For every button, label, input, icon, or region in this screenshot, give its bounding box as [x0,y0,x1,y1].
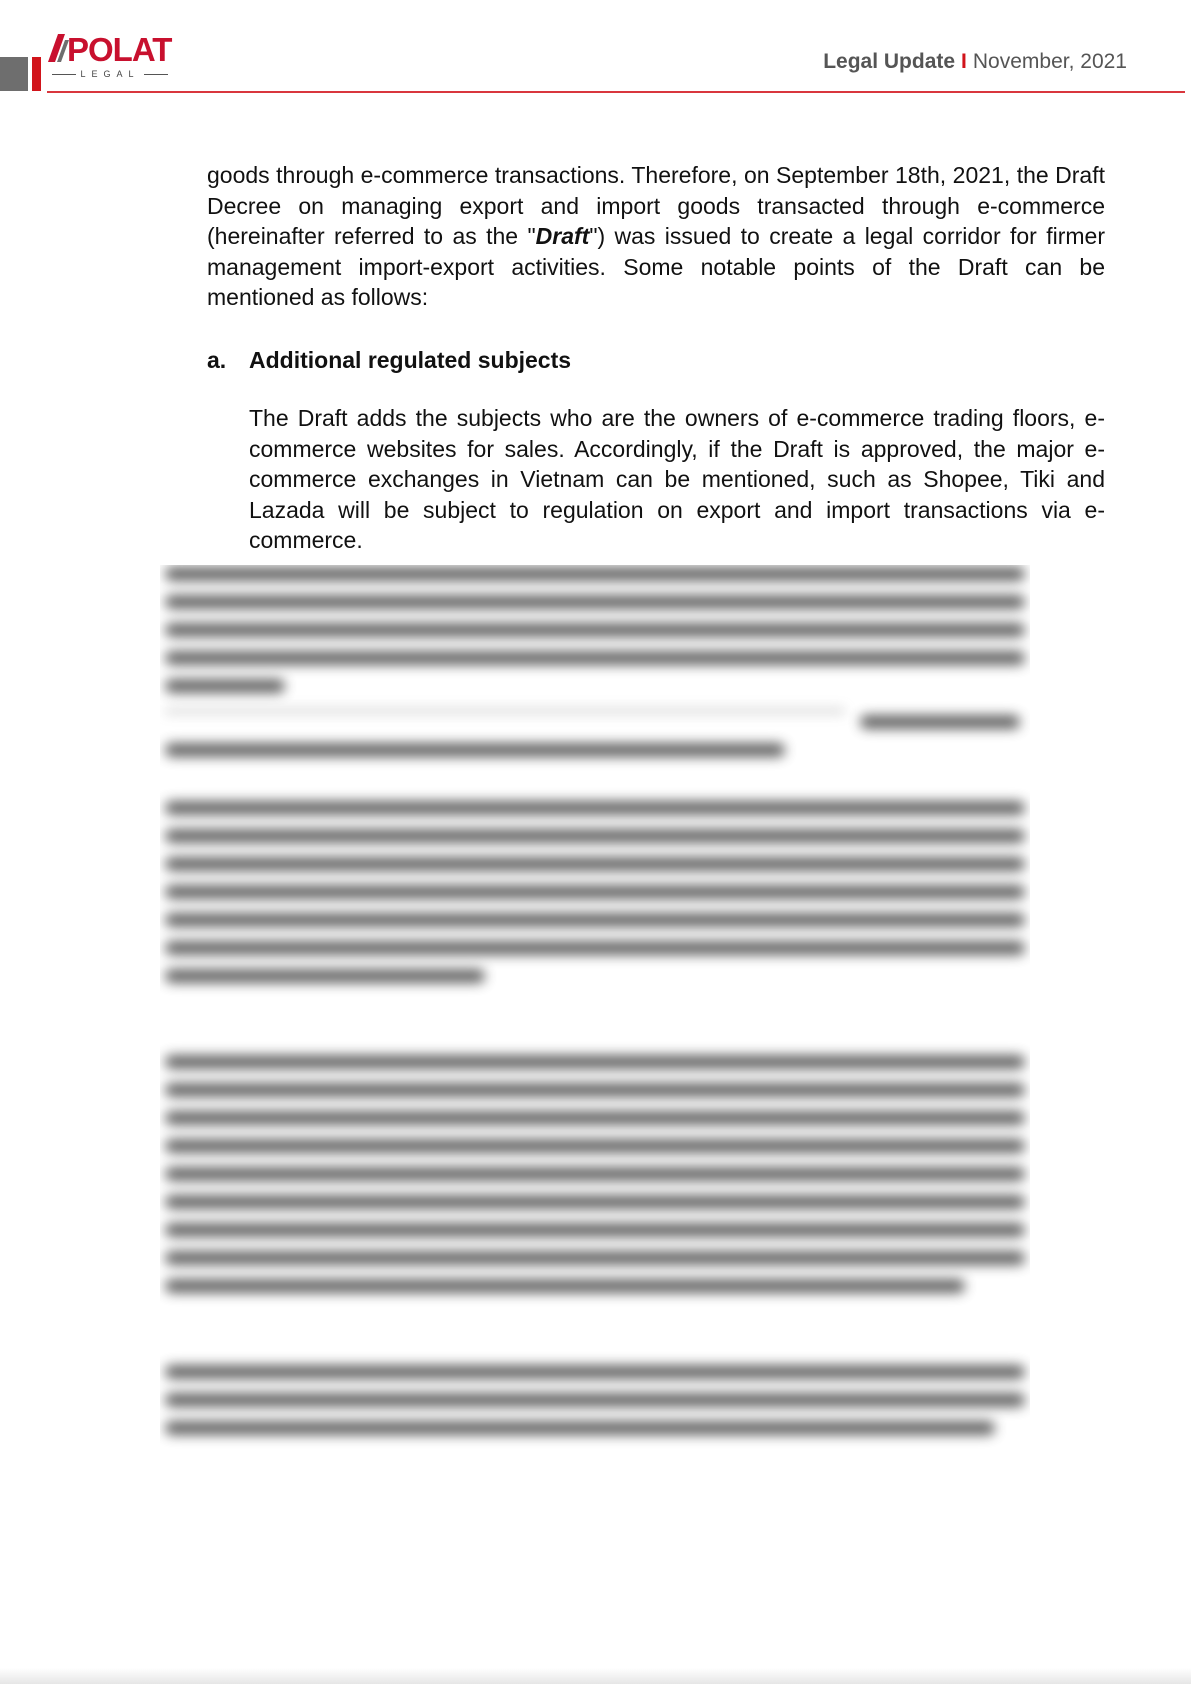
intro-text-part1: goods through e-commerce transactions. Therefore, on September 18th, 2021, the Draft Decree on managing export and import goods transacted through e-commerce (hereinafter referred to as the " [207,162,1105,249]
intro-paragraph [207,160,1105,313]
page-bottom-shade [0,1668,1191,1684]
header-date: November, 2021 [972,50,1127,73]
logo-subtitle: LEGAL [48,68,172,80]
company-logo [48,32,178,80]
section-a-title: Additional regulated subjects [249,347,572,373]
header-red-block [32,57,41,91]
blurred-content-region [160,565,1030,1485]
header-info [823,50,1127,74]
section-a-paragraph: The Draft adds the subjects who are the owners of e-commerce trading floors, e-commerce websites for sales. Accordingly, if the Draft is approved, the major e-commerce exchanges in Vietnam can be mentioned, such as Shopee, Tiki and Lazada will be subject to regulation on export and import transactions via e-commerce. [249,405,1105,553]
section-a-heading [207,345,1105,375]
draft-term: Draft [535,223,590,249]
header-gray-block [0,57,28,91]
intro-text-part2: ") was issued to create a legal corridor for firmer management import-export activities. Some notable points of the Draft can be mentioned as follows: [207,223,1105,310]
header-divider [47,91,1185,93]
section-a-letter: a. [207,347,227,373]
header-title: Legal Update [823,50,956,73]
logo-text: POLAT [67,31,172,68]
header-separator: I [961,50,967,73]
